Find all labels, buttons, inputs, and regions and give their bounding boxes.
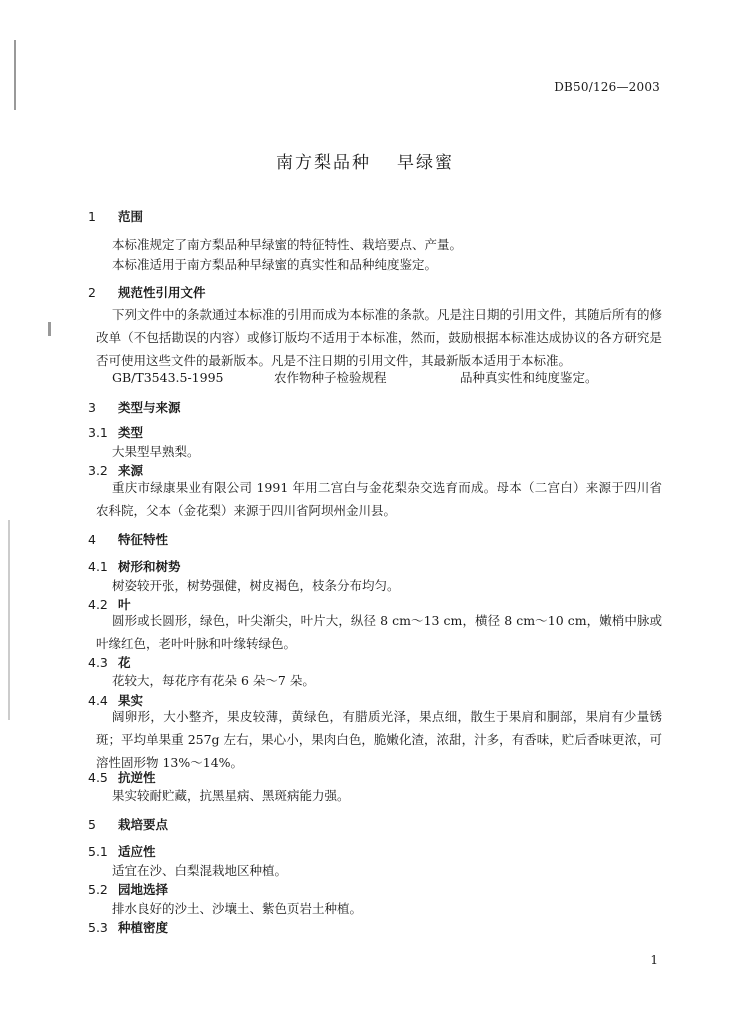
title-part-2: 早绿蜜 [397,153,454,173]
section-5-1-heading: 5.1 适应性 [88,844,156,859]
scan-margin-mark [8,520,10,720]
section-4-4-heading: 4.4 果实 [88,693,144,708]
section-1-heading: 1 范围 [88,209,144,224]
section-3-1-heading: 3.1 类型 [88,425,144,440]
section-4-5-text: 果实较耐贮藏，抗黑星病、黑斑病能力强。 [112,788,350,803]
page-number: 1 [650,953,658,967]
section-1-para-2: 本标准适用于南方梨品种早绿蜜的真实性和品种纯度鉴定。 [112,257,438,272]
section-3-1-text: 大果型早熟梨。 [112,444,200,459]
section-4-3-text: 花较大，每花序有花朵 6 朵～7 朵。 [112,673,315,688]
section-3-2-text: 重庆市绿康果业有限公司 1991 年用二宫白与金花梨杂交选育而成。母本（二宫白）来源于四川省农科院，父本（金花梨）来源于四川省阿坝州金川县。 [96,480,662,518]
document-code: DB50/126—2003 [554,80,660,94]
reference-code: GB/T3543.5-1995 [112,370,224,385]
section-2-paragraph: 下列文件中的条款通过本标准的引用而成为本标准的条款。凡是注日期的引用文件，其随后所有的修改单（不包括勘误的内容）或修订版均不适用于本标准，然而，鼓励根据本标准达成协议的各方研究是否可使用这些文件的最新版本。凡是不注日期的引用文件，其最新版本适用于本标准。 [96,307,663,368]
section-2-heading: 2 规范性引用文件 [88,285,206,300]
section-4-2-text: 圆形或长圆形，绿色，叶尖渐尖，叶片大，纵径 8 cm～13 cm，横径 8 cm～10 cm，嫩梢中脉或叶缘红色，老叶叶脉和叶缘转绿色。 [96,613,662,651]
section-4-2-heading: 4.2 叶 [88,597,131,612]
section-5-heading: 5 栽培要点 [88,817,169,832]
reference-desc: 品种真实性和纯度鉴定。 [459,370,598,385]
scan-margin-mark [14,40,16,110]
section-5-1-text: 适宜在沙、白梨混栽地区种植。 [112,863,288,878]
section-4-5-heading: 4.5 抗逆性 [88,770,156,785]
section-4-1-heading: 4.1 树形和树势 [88,559,181,574]
section-5-2-text: 排水良好的沙土、沙壤土、紫色页岩土种植。 [112,901,363,916]
section-4-heading: 4 特征特性 [88,532,169,547]
section-4-1-text: 树姿较开张，树势强健，树皮褐色，枝条分布均匀。 [112,578,400,593]
title-part-1: 南方梨品种 [276,153,371,173]
section-3-heading: 3 类型与来源 [88,400,181,415]
section-4-3-heading: 4.3 花 [88,655,131,670]
section-4-4-text: 阔卵形，大小整齐，果皮较薄，黄绿色，有腊质光泽，果点细，散生于果肩和胴部，果肩有少量锈斑；平均单果重 257g 左右，果心小，果肉白色，脆嫩化渣，浓甜，汁多，有香味，贮后香味更浓，可溶性固形物 13%～14%。 [96,709,662,770]
section-3-2-heading: 3.2 来源 [88,463,144,478]
section-1-para-1: 本标准规定了南方梨品种早绿蜜的特征特性、栽培要点、产量。 [112,237,463,252]
reference-name: 农作物种子检验规程 [273,370,387,385]
section-5-3-heading: 5.3 种植密度 [88,920,169,935]
scan-margin-mark [48,322,51,336]
document-title [0,148,730,173]
section-5-2-heading: 5.2 园地选择 [88,882,169,897]
normative-reference-row [112,368,597,386]
